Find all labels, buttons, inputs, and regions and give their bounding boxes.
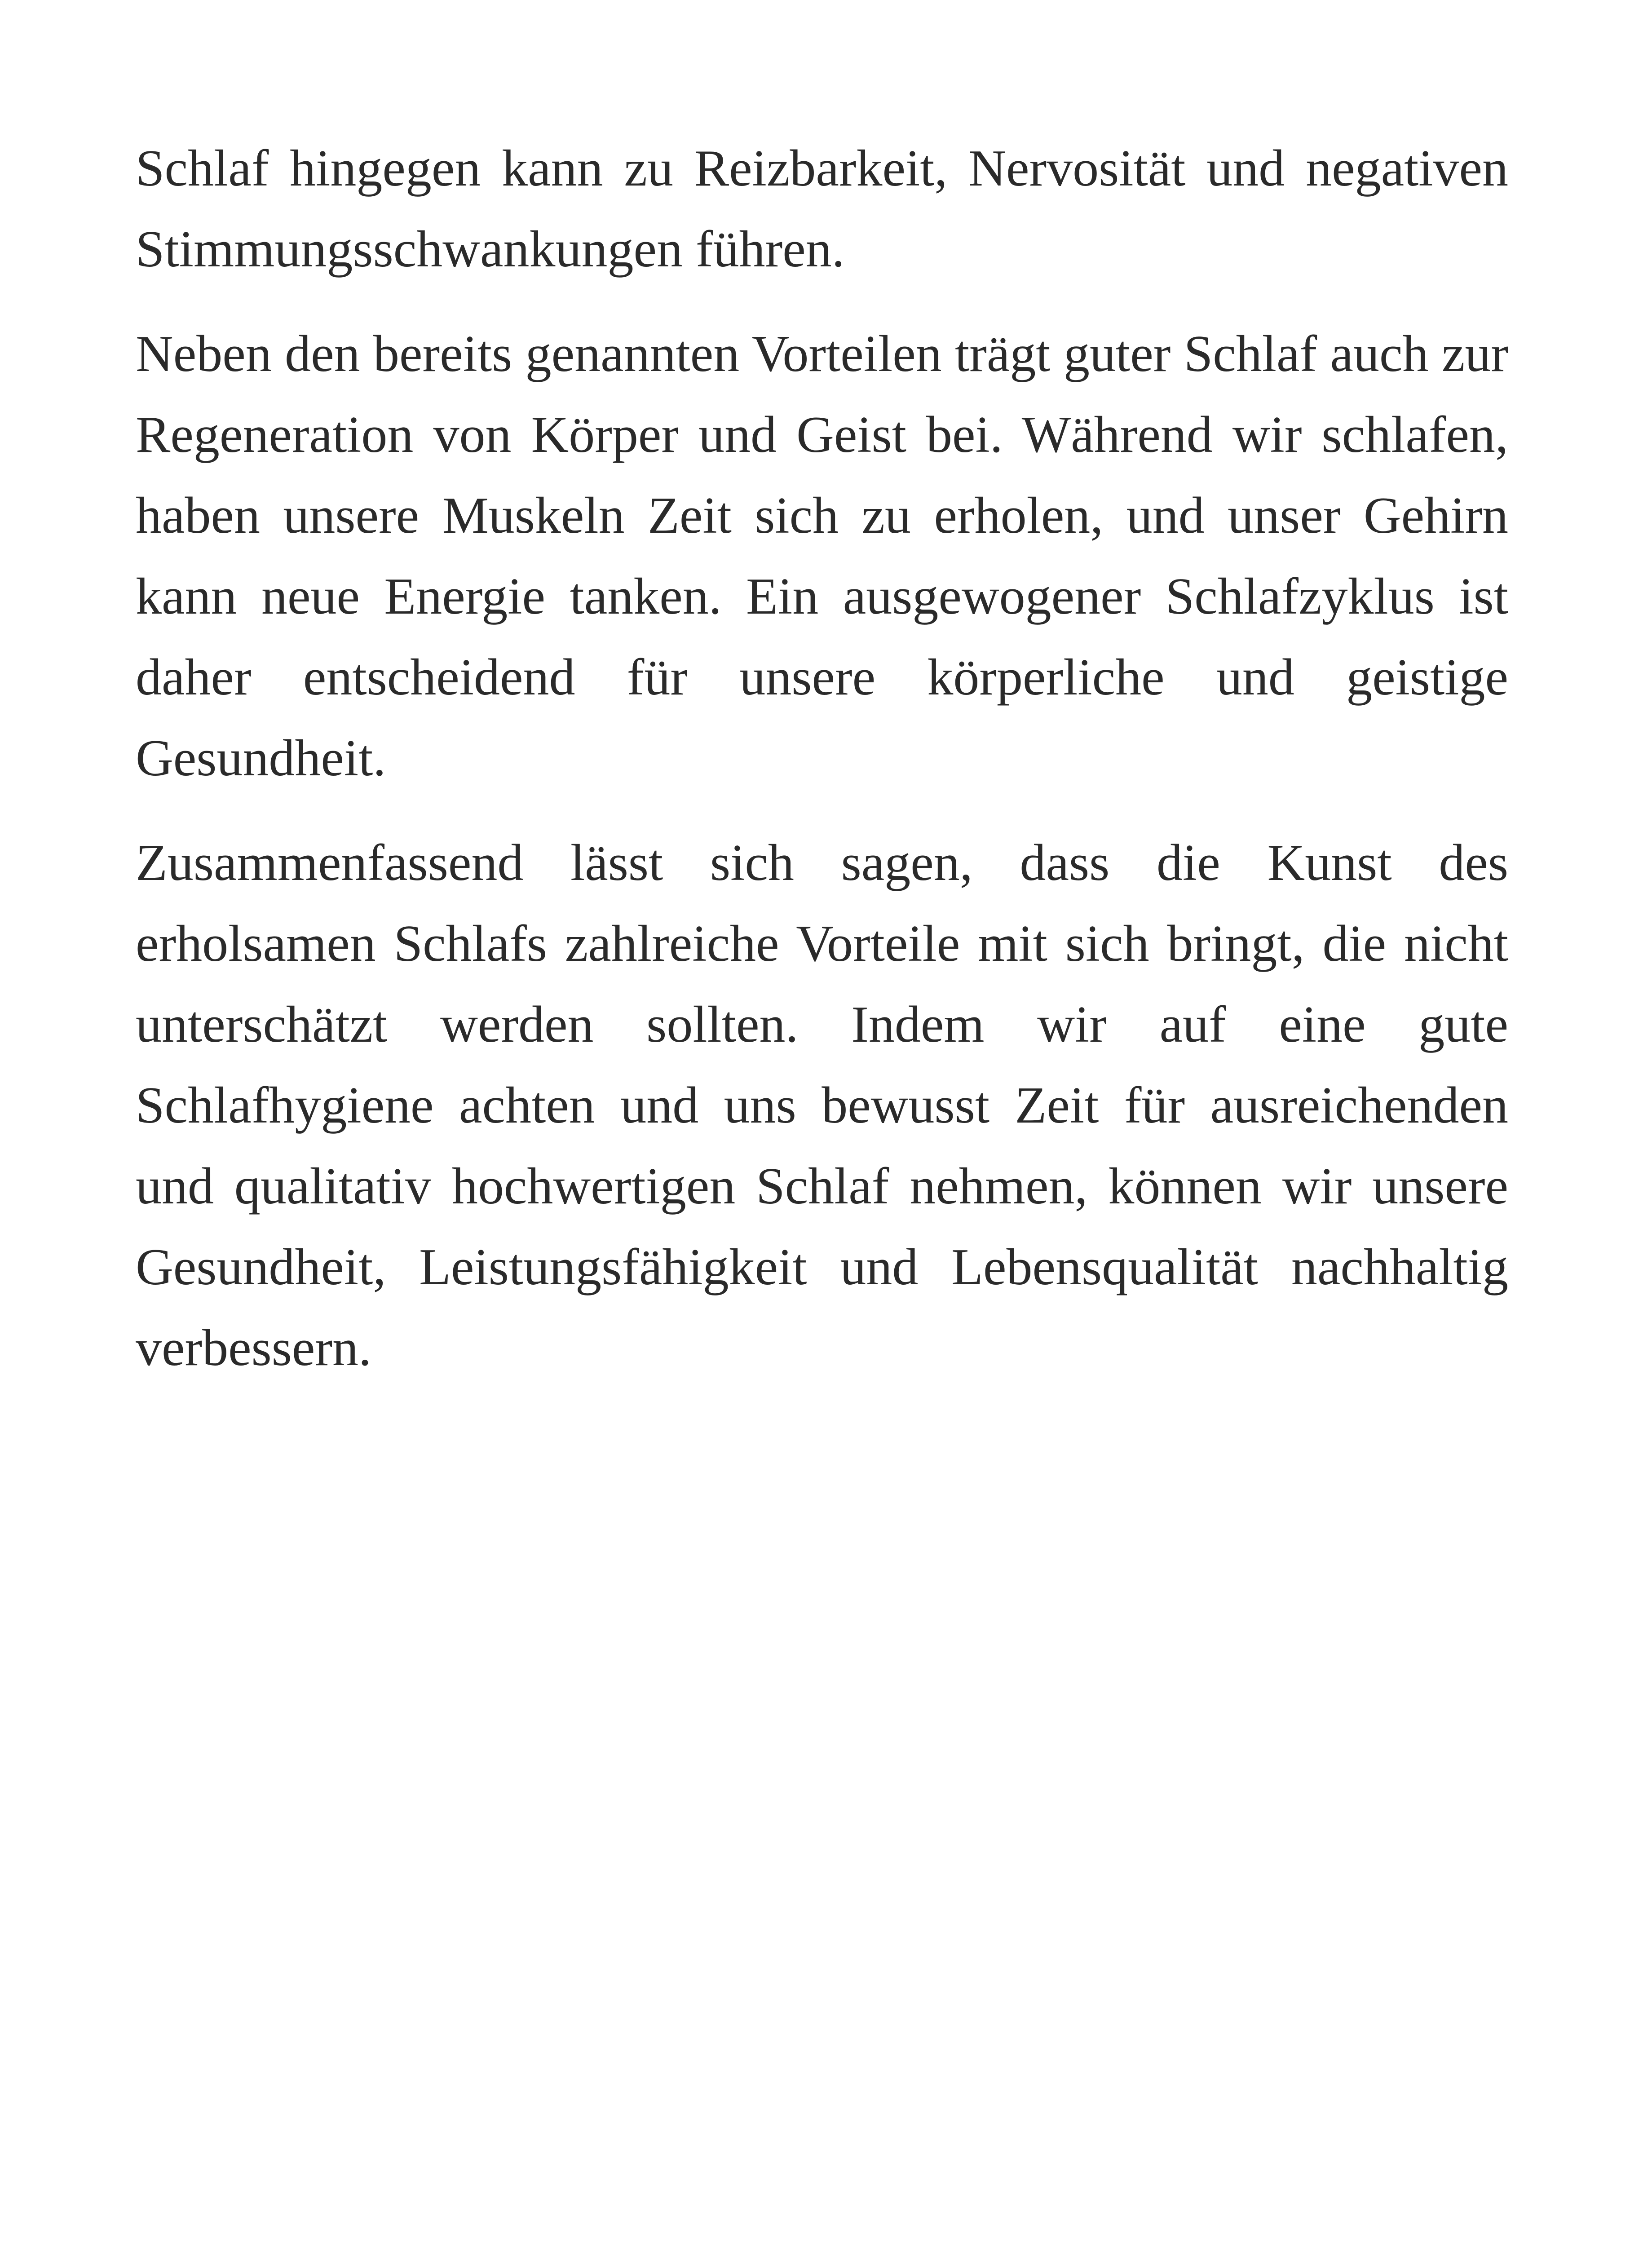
- paragraph-1: Schlaf hingegen kann zu Reizbarkeit, Nervosität und negativen Stimmungsschwankungen führen.: [136, 140, 1508, 278]
- paragraph-2: Neben den bereits genannten Vorteilen trägt guter Schlaf auch zur Regeneration von Körper und Geist bei. Während wir schlafen, haben unsere Muskeln Zeit sich zu erholen, und unser Gehirn kann neue Energie tanken. Ein ausgewogener Schlafzyklus ist daher entscheidend für unsere körperliche und geistige Gesundheit.: [136, 325, 1508, 787]
- body-text: [136, 128, 1508, 1412]
- paragraph-3: Zusammenfassend lässt sich sagen, dass die Kunst des erholsamen Schlafs zahlreiche Vorteile mit sich bringt, die nicht unterschätzt werden sollten. Indem wir auf eine gute Schlafhygiene achten und uns bewusst Zeit für ausreichenden und qualitativ hochwertigen Schlaf nehmen, können wir unsere Gesundheit, Leistungsfähigkeit und Lebensqualität nachhaltig verbessern.: [136, 834, 1508, 1377]
